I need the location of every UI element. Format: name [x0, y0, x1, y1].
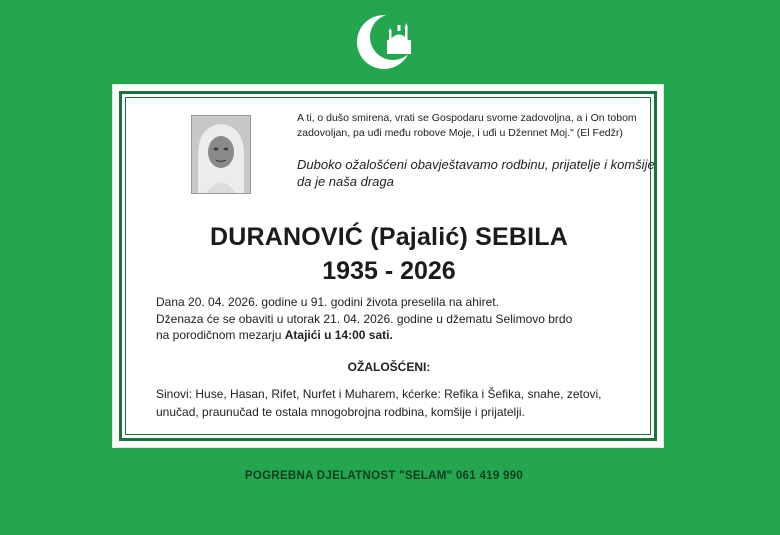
quran-quote: A ti, o dušo smirena, vrati se Gospodaru svome zadovoljna, a i On tobom zadovoljan, pa uđi među robove Moje, i uđi u Džennet Moj." (El Fedžr): [297, 112, 637, 139]
burial-place-line: [156, 327, 636, 344]
announcement-intro: Duboko ožalošćeni obavještavamo rodbinu, prijatelje i komšije da je naša draga: [297, 157, 655, 189]
portrait-photo: [191, 115, 251, 194]
deceased-name: DURANOVIĆ (Pajalić) SEBILA: [209, 223, 569, 251]
crescent-mosque-icon: [350, 10, 420, 72]
mourners-list: Sinovi: Huse, Hasan, Rifet, Nurfet i Muharem, kćerke: Refika i Šefika, snahe, zetovi, unučad, praunučad te ostala mnogobrojna rodbina, komšije i prijatelji.: [156, 387, 602, 419]
funeral-date-line: Dženaza će se obaviti u utorak 21. 04. 2026. godine u džematu Selimovo brdo: [156, 311, 573, 326]
funeral-details: [156, 294, 636, 344]
life-years: 1935 - 2026: [322, 257, 456, 285]
death-date-line: Dana 20. 04. 2026. godine u 91. godini života preselila na ahiret.: [156, 295, 499, 309]
burial-place-prefix: na porodičnom mezarju: [156, 328, 285, 342]
funeral-service-footer: POGREBNA DJELATNOST "SELAM" 061 419 990: [244, 470, 524, 482]
mourners-heading: OŽALOŠĆENI:: [347, 360, 431, 374]
burial-place-time: Atajići u 14:00 sati.: [284, 328, 393, 342]
obituary-card: [112, 84, 664, 448]
